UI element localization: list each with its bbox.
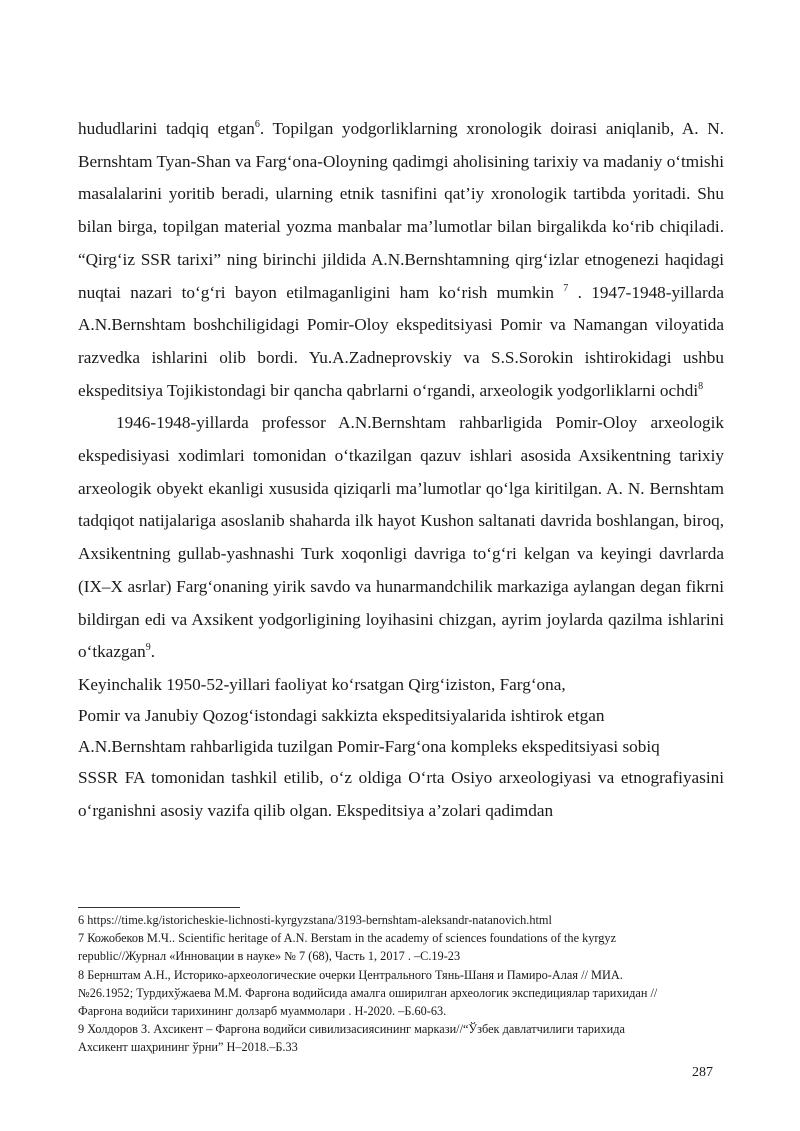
footnote-ref-9[interactable]: 9 bbox=[145, 642, 151, 654]
text-segment: . 1947-1948-yillarda A.N.Bernshtam boshchiligidagi Pomir-Oloy ekspeditsiyasi Pomir va Namangan viloyatida razvedka ishlarini olib bordi. Yu.A.Zadneprovskiy va S.S.Sorokin ishtirokidagi ushbu ekspeditsiya Tojikistondagi bir qancha qabrlarni o‘rgandi, arxeologik yodgorliklarni ochdi bbox=[78, 282, 724, 400]
footnote-ref-6[interactable]: 6 bbox=[254, 119, 260, 130]
footnote-ref-7[interactable]: 7 bbox=[563, 282, 569, 294]
body-text bbox=[78, 113, 724, 827]
page-number: 287 bbox=[692, 1065, 713, 1080]
footnote-9-cont: Ахсикент шаҳрининг ўрни” Н–2018.–Б.33 bbox=[78, 1040, 298, 1055]
footnote-8-cont: №26.1952; Турдиxўжаева М.М. Фарғона водийсида амалга оширилган археологик экспедициялар тарихидан // bbox=[78, 985, 658, 1000]
line-2: Pomir va Janubiy Qozog‘istondagi sakkizta ekspeditsiyalarida ishtirok etgan bbox=[78, 705, 605, 725]
text-segment: 1946-1948-yillarda professor A.N.Bernshtam rahbarligida Pomir-Oloy arxeologik ekspedisiyasi xodimlari tomonidan o‘tkazilgan qazuv ishlari asosida Axsikentning tarixiy arxeologik obyekt ekanligi xususida qiziqarli ma’lumotlar qo‘lga kiritilgan. A. N. Bernshtam tadqiqot natijalariga asoslanib shaharda ilk hayot Kushon saltanati davrida boshlangan, biroq, Axsikentning gullab-yashnashi Turk xoqonligi davriga to‘g‘ri kelgan va keyingi davrlarda (IX–X asrlar) Farg‘onaning yirik savdo va hunarmandchilik markaziga aylangan degan fikrni bildirgan edi va Axsikent yodgorligining loyihasini chizgan, ayrim joylarda qazilma ishlarini o‘tkazgan bbox=[78, 413, 724, 662]
footnote-8-cont: Фарғона водийси тарихининг долзарб муаммолари . Н-2020. –Б.60-63. bbox=[78, 1004, 447, 1019]
footnote-ref-8[interactable]: 8 bbox=[698, 380, 704, 392]
text-segment: . Topilgan yodgorliklarning xronologik doirasi aniqlanib, A. N. Bernshtam Tyan-Shan va Farg‘ona-Oloyning qadimgi aholisining tarixiy va madaniy o‘tmishi masalalarini yoritib beradi, ularning etnik tasnifini qat’iy xronologik tartibda yoritadi. Shu bilan birga, topilgan material yozma manbalar ma’lumotlar bilan birgalikda ko‘rib chiqiladi. “Qirg‘iz SSR tarixi” ning birinchi jildida A.N.Bernshtamning qirg‘izlar etnogenezi haqidagi nuqtai nazari to‘g‘ri bayon etilmaganligini ham ko‘rish mumkin bbox=[78, 119, 725, 302]
footnote-6[interactable]: 6 https://time.kg/istoricheskie-lichnosti-kyrgyzstana/3193-bernshtam-aleksandr-natanovich.html bbox=[78, 913, 552, 927]
footnote-7: 7 Кожобеков М.Ч.. Scientific heritage of A.N. Berstam in the academy of sciences foundations of the kyrgyz bbox=[78, 931, 617, 946]
line-1: Keyinchalik 1950-52-yillari faoliyat ko‘rsatgan Qirg‘iziston, Farg‘ona, bbox=[78, 674, 566, 694]
text-segment: . bbox=[150, 642, 156, 662]
paragraph-1 bbox=[78, 113, 724, 407]
text-segment: hududlarini tadqiq etgan bbox=[78, 119, 255, 138]
paragraph-2 bbox=[78, 407, 724, 669]
footnote-separator bbox=[78, 907, 240, 908]
closing-paragraph: SSSR FA tomonidan tashkil etilib, o‘z oldiga O‘rta Osiyo arxeologiyasi va etnografiyasini o‘rganishni asosiy vazifa qilib olgan. Ekspeditsiya a’zolari qadimdan bbox=[78, 767, 724, 820]
footnotes bbox=[78, 911, 724, 1057]
footnote-8: 8 Бернштам А.Н., Историко-археологические очерки Центрального Тянь-Шаня и Памиро-Алая // МИА. bbox=[78, 967, 623, 982]
footnote-9: 9 Холдоров З. Ахсикент – Фарғона водийси сивилизасиясининг маркази//“Ўзбек давлатчилиги тарихида bbox=[78, 1022, 625, 1037]
line-3: A.N.Bernshtam rahbarligida tuzilgan Pomir-Farg‘ona kompleks ekspeditsiyasi sobiq bbox=[78, 736, 660, 756]
footnote-7-cont: republic//Журнал «Инновации в науке» № 7 (68), Часть 1, 2017 . –С.19-23 bbox=[78, 949, 461, 964]
